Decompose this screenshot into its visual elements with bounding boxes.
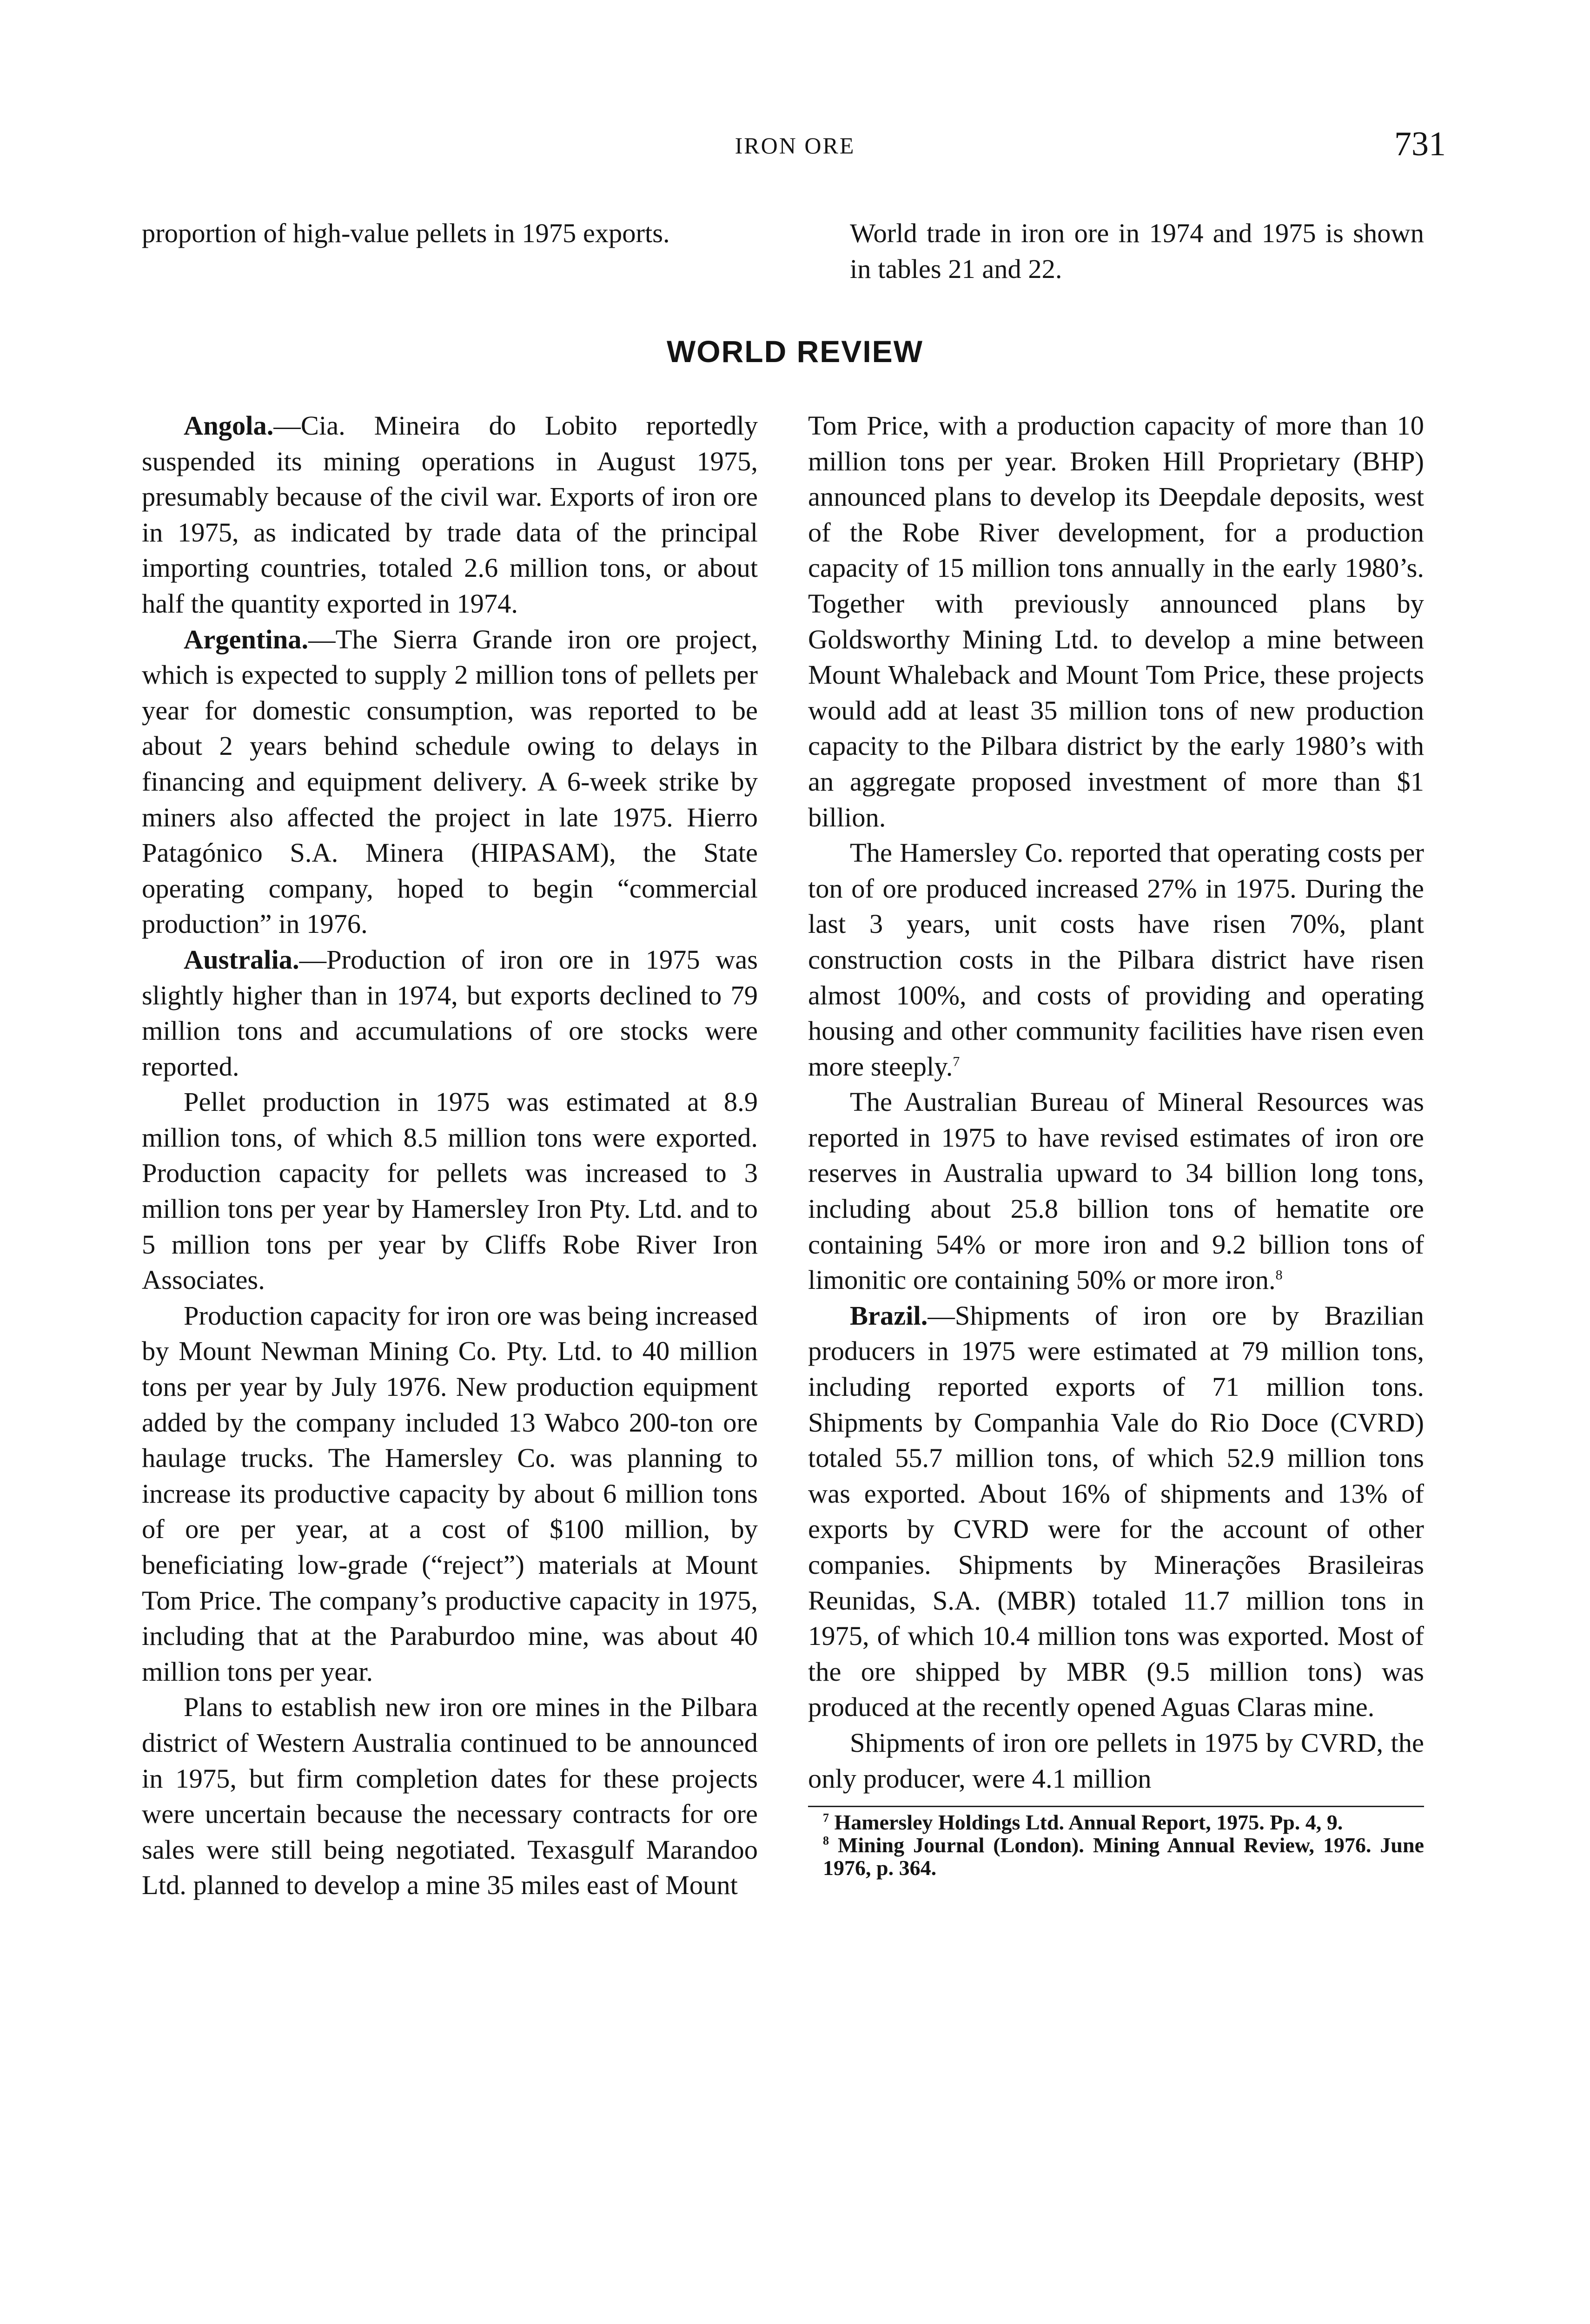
paragraph-bureau-reserves xyxy=(808,1084,1424,1298)
section-title: WORLD REVIEW xyxy=(667,334,923,369)
paragraph-top-right: World trade in iron ore in 1974 and 1975 is shown in tables 21 and 22. xyxy=(850,218,1424,284)
footnote-mark: 8 xyxy=(823,1834,829,1848)
paragraph-continued: Tom Price, with a production capacity of more than 10 million tons per year. Broken Hill Proprietary (BHP) announced plans to develop its Deepdale deposits, west of the Robe River development, for a production capacity of 15 million tons annually in the early 1980’s. Together with previously announced plans by Goldsworthy Mining Ltd. to develop a mine between Mount Whaleback and Mount Tom Price, these projects would add at least 35 million tons of new production capacity to the Pilbara district by the early 1980’s with an aggregate proposed investment of more than $1 billion. xyxy=(808,410,1424,832)
left-column xyxy=(142,408,758,1903)
running-head: IRON ORE xyxy=(735,132,855,158)
paragraph-argentina-text: —The Sierra Grande iron ore project, which is expected to supply 2 million tons of pellets per year for domestic consumption, was reported to be about 2 years behind schedule owing to delays in financing and equipment delivery. A 6-week strike by miners also affected the project in late 1975. Hierro Patagónico S.A. Minera (HIPASAM), the State operating company, hoped to begin “commercial production” in 1976. xyxy=(142,624,758,939)
paragraph-hamersley-costs xyxy=(808,835,1424,1084)
paragraph-pellets: Pellet production in 1975 was estimated at 8.9 million tons, of which 8.5 million tons were exported. Production capacity for pellets was increased to 3 million tons per year by Hamersley Iron Pty. Ltd. and to 5 million tons per year by Cliffs Robe River Iron Associates. xyxy=(142,1087,758,1295)
country-heading-australia: Australia. xyxy=(184,944,299,975)
paragraph-capacity: Production capacity for iron ore was being increased by Mount Newman Mining Co. Pty. Ltd. to 40 million tons per year by July 1976. New production equipment added by the company included 13 Wabco 200-ton ore haulage trucks. The Hamersley Co. was planning to increase its productive capacity by about 6 million tons of ore per year, at a cost of $100 million, by beneficiating low-grade (“reject”) materials at Mount Tom Price. The company’s productive capacity in 1975, including that at the Paraburdoo mine, was about 40 million tons per year. xyxy=(142,1300,758,1687)
country-heading-argentina: Argentina. xyxy=(184,624,309,654)
footnote-text: Hamersley Holdings Ltd. Annual Report, 1975. Pp. 4, 9. xyxy=(834,1810,1343,1835)
paragraph-argentina xyxy=(142,622,758,942)
paragraph-australia xyxy=(142,942,758,1084)
paragraph-top-left: proportion of high-value pellets in 1975 exports. xyxy=(142,218,670,248)
paragraph-brazil xyxy=(808,1298,1424,1725)
paragraph-pellet-shipments: Shipments of iron ore pellets in 1975 by CVRD, the only producer, were 4.1 million xyxy=(808,1727,1424,1794)
paragraph-brazil-text: —Shipments of iron ore by Brazilian producers in 1975 were estimated at 79 million tons, including reported exports of 71 million tons. Shipments by Companhia Vale do Rio Doce (CVRD) totaled 55.7 million tons, of which 52.9 million tons was exported. About 16% of shipments and 13% of exports by CVRD were for the account of other companies. Shipments by Minerações Brasileiras Reunidas, S.A. (MBR) totaled 11.7 million tons in 1975, of which 10.4 million tons was exported. Most of the ore shipped by MBR (9.5 million tons) was produced at the recently opened Aguas Claras mine. xyxy=(808,1300,1424,1723)
paragraph-angola xyxy=(142,408,758,622)
paragraph-hamersley-text: The Hamersley Co. reported that operating costs per ton of ore produced increased 27% in 1975. During the last 3 years, unit costs have risen 70%, plant construction costs in the Pilbara district have risen almost 100%, and costs of providing and operating housing and other community facilities have risen even more steeply. xyxy=(808,838,1424,1082)
footnote-ref-7[interactable]: 7 xyxy=(953,1054,960,1070)
footnote-divider xyxy=(808,1806,1424,1807)
right-column xyxy=(808,408,1424,1879)
paragraph-angola-text: —Cia. Mineira do Lobito reportedly suspended its mining operations in August 1975, presumably because of the civil war. Exports of iron ore in 1975, as indicated by trade data of the principal importing countries, totaled 2.6 million tons, or about half the quantity exported in 1974. xyxy=(142,410,758,619)
paragraph-bureau-text: The Australian Bureau of Mineral Resources was reported in 1975 to have revised estimates of iron ore reserves in Australia upward to 34 billion long tons, including about 25.8 billion tons of hematite ore containing 54% or more iron and 9.2 billion tons of limonitic ore containing 50% or more iron. xyxy=(808,1087,1424,1295)
country-heading-brazil: Brazil. xyxy=(850,1300,928,1331)
footnote-text: Mining Journal (London). Mining Annual Review, 1976. June 1976, p. 364. xyxy=(823,1833,1424,1880)
footnote-mark: 7 xyxy=(823,1811,829,1825)
page-number: 731 xyxy=(1394,125,1446,163)
footnote-ref-8[interactable]: 8 xyxy=(1275,1267,1283,1283)
paragraph-plans: Plans to establish new iron ore mines in the Pilbara district of Western Australia continued to be announced in 1975, but firm completion dates for these projects were uncertain because the necessary contracts for ore sales were still being negotiated. Texasgulf Marandoo Ltd. planned to develop a mine 35 miles east of Mount xyxy=(142,1692,758,1901)
footnote xyxy=(808,1811,1424,1834)
paragraph-australia-text: —Production of iron ore in 1975 was slightly higher than in 1974, but exports declined to 79 million tons and accumulations of ore stocks were reported. xyxy=(142,944,758,1082)
footnote xyxy=(808,1834,1424,1879)
top-left-text-block xyxy=(142,216,758,251)
country-heading-angola: Angola. xyxy=(184,410,274,441)
top-right-text-block xyxy=(808,216,1424,287)
